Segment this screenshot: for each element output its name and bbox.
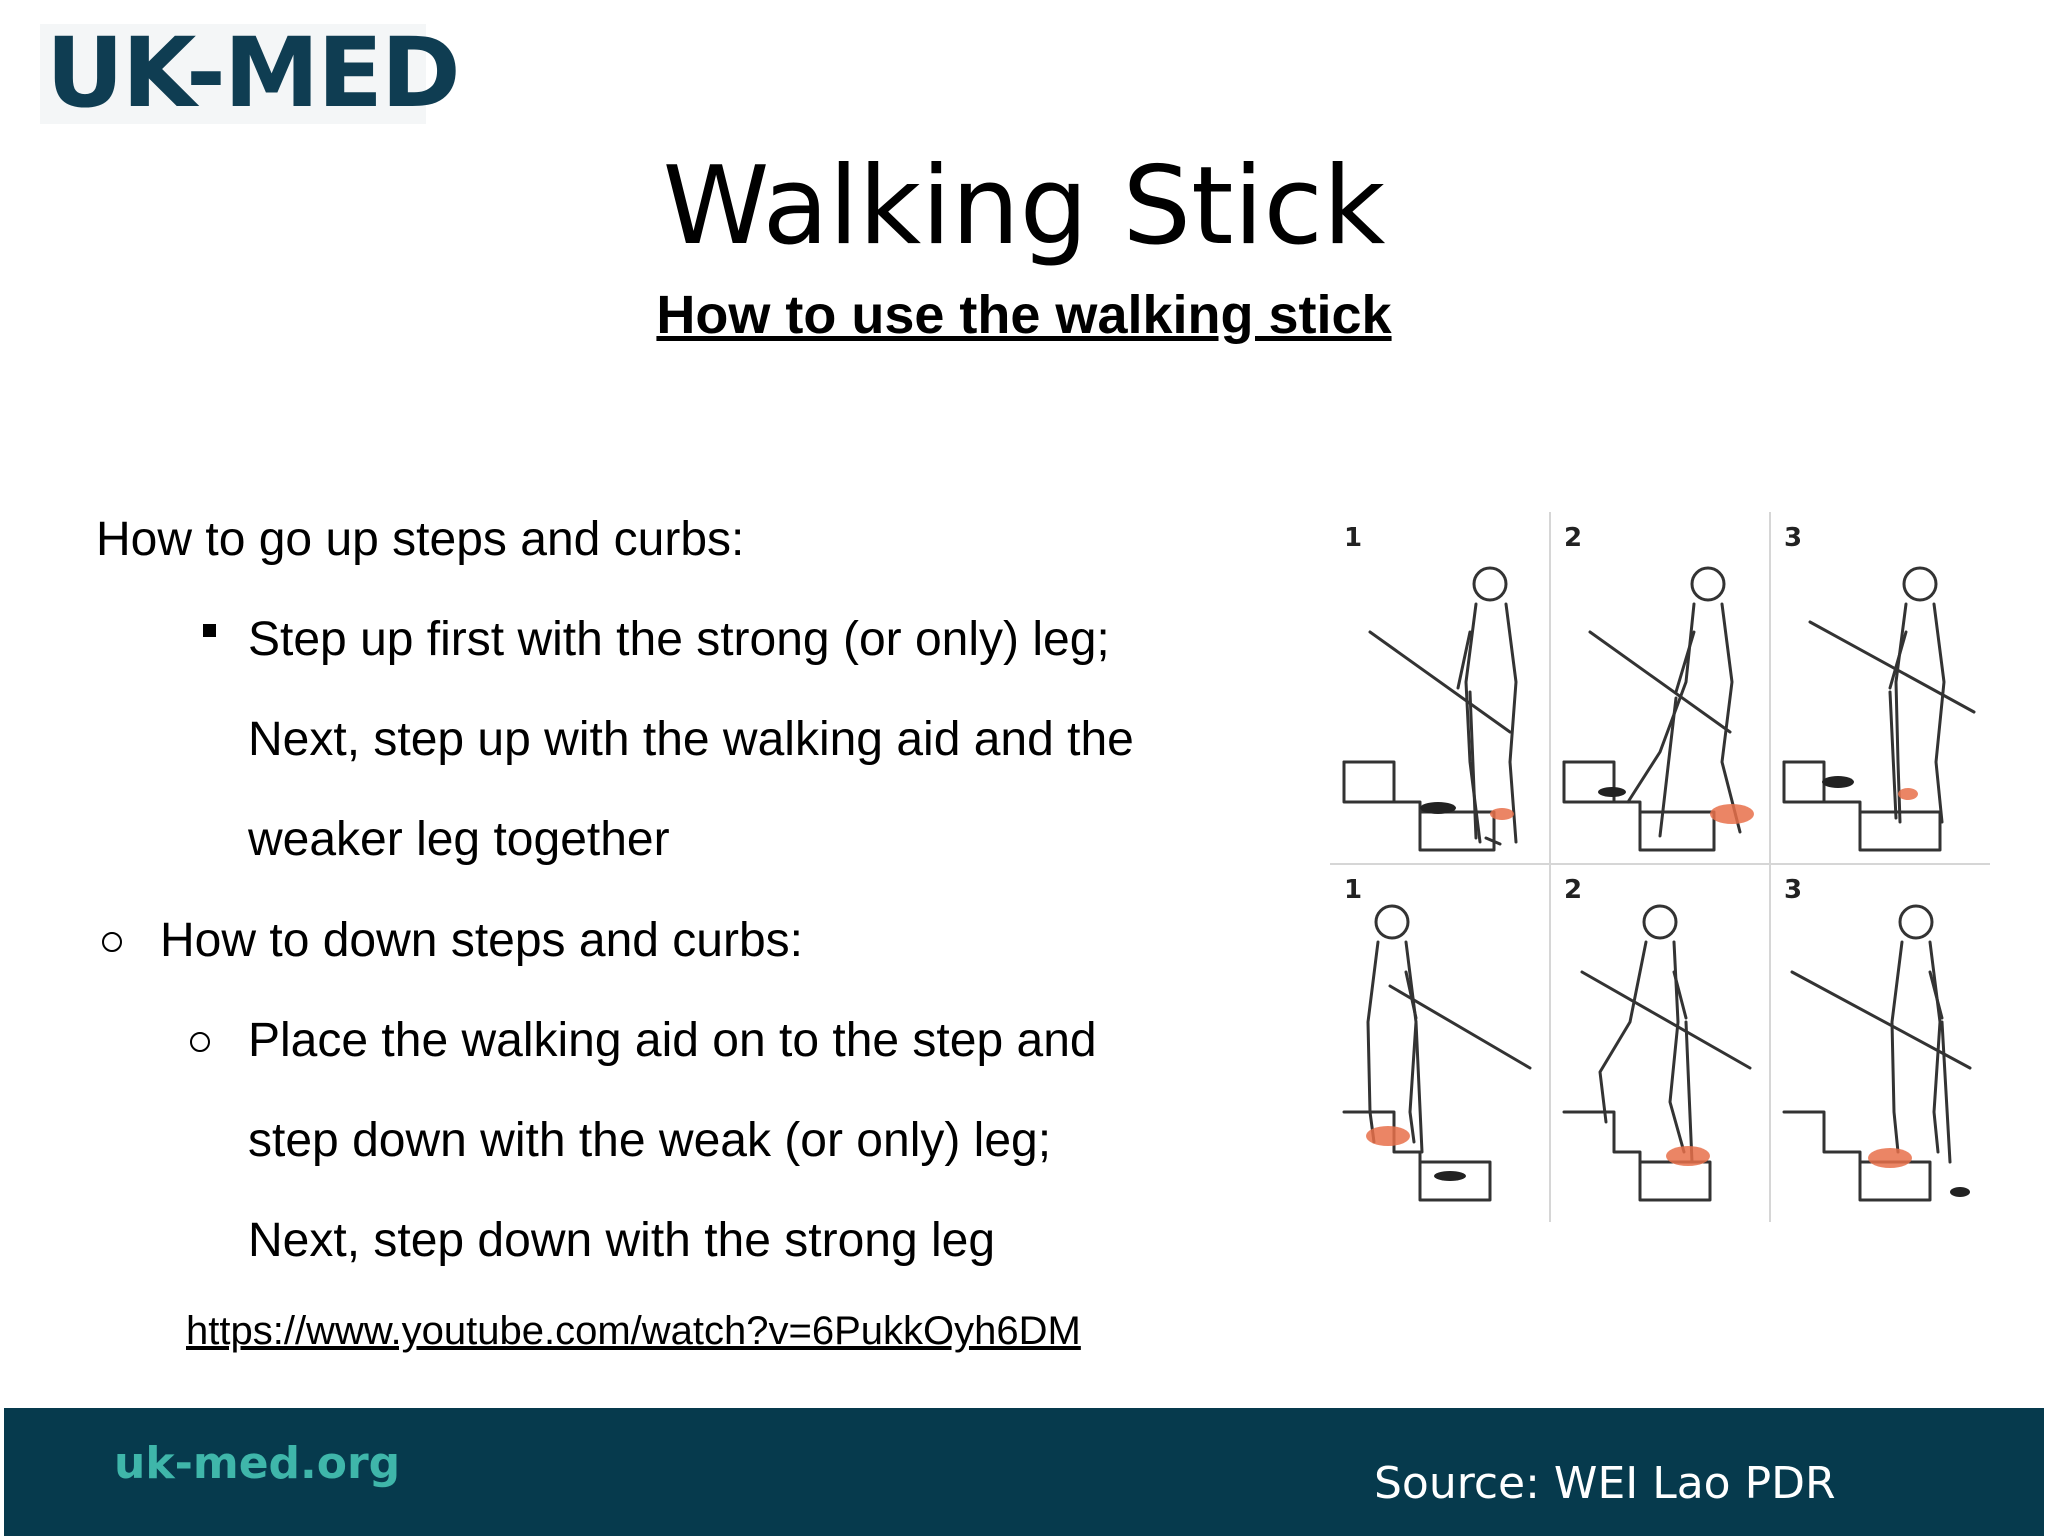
figure-number: 3 — [1784, 523, 1803, 553]
panel-up-3 — [1784, 568, 1974, 850]
up-line-3: weaker leg together — [248, 813, 670, 866]
up-line-2: Next, step up with the walking aid and the — [248, 713, 1134, 766]
panel-up-2 — [1564, 568, 1740, 850]
page-title: Walking Stick — [662, 144, 1386, 269]
square-bullet-icon — [203, 624, 216, 637]
circle-bullet-icon — [190, 1032, 210, 1052]
footer-site: uk-med.org — [114, 1438, 401, 1489]
down-line-2: step down with the weak (or only) leg; — [248, 1114, 1052, 1167]
circle-bullet-icon — [102, 932, 122, 952]
uk-med-logo — [40, 17, 459, 129]
footer-bar — [4, 1408, 2044, 1536]
stairs-illustration — [1330, 512, 1990, 1222]
youtube-link[interactable]: https://www.youtube.com/watch?v=6PukkOyh6DM — [186, 1309, 1081, 1353]
page-subtitle: How to use the walking stick — [656, 285, 1392, 345]
footer-source: Source: WEI Lao PDR — [1374, 1458, 1836, 1509]
logo-text: UK-MED — [46, 17, 459, 129]
figure-number: 3 — [1784, 875, 1803, 905]
down-line-3: Next, step down with the strong leg — [248, 1214, 996, 1267]
figure-number: 1 — [1344, 875, 1363, 905]
down-heading: How to down steps and curbs: — [160, 914, 804, 967]
figure-number: 1 — [1344, 523, 1363, 553]
down-line-1: Place the walking aid on to the step and — [248, 1014, 1097, 1067]
figure-number: 2 — [1564, 875, 1583, 905]
panel-down-1 — [1344, 906, 1530, 1200]
up-heading: How to go up steps and curbs: — [96, 513, 745, 566]
figure-number: 2 — [1564, 523, 1583, 553]
panel-down-2 — [1564, 906, 1750, 1200]
up-line-1: Step up first with the strong (or only) leg; — [248, 613, 1110, 666]
